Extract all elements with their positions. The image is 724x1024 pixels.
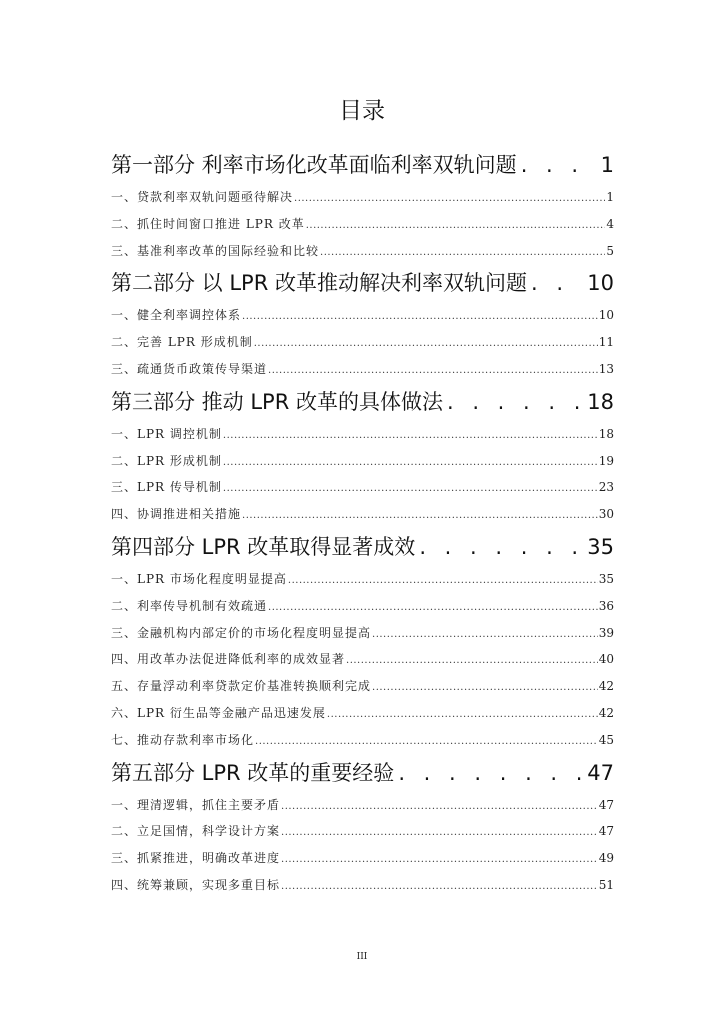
part-page-number: 1 (600, 153, 614, 177)
toc-entry[interactable] (111, 184, 614, 211)
part-title: 第五部分 LPR 改革的重要经验 (111, 760, 395, 785)
part-title: 第一部分 利率市场化改革面临利率双轨问题 (111, 153, 517, 177)
dot-leader (447, 383, 583, 421)
entry-page-number: 11 (598, 335, 614, 350)
dot-leader (254, 331, 598, 358)
dot-leader (294, 186, 605, 213)
entry-title: 一、健全利率调控体系 (111, 308, 242, 323)
dot-leader (281, 847, 598, 874)
dot-leader (346, 648, 598, 675)
entry-page-number: 47 (598, 824, 614, 839)
toc-entry[interactable] (111, 620, 614, 647)
entry-page-number: 40 (598, 652, 614, 667)
entry-title: 二、利率传导机制有效疏通 (111, 598, 268, 613)
entry-title: 一、理清逻辑，抓住主要矛盾 (111, 797, 281, 812)
toc-part-heading[interactable] (111, 383, 614, 421)
toc-part-heading[interactable] (111, 264, 614, 302)
entry-title: 三、金融机构内部定价的市场化程度明显提高 (111, 625, 372, 640)
dot-leader (372, 622, 598, 649)
entry-title: 四、用改革办法促进降低利率的成效显著 (111, 652, 346, 667)
entry-title: 六、LPR 衍生品等金融产品迅速发展 (111, 705, 326, 720)
part-title: 第四部分 LPR 改革取得显著成效 (111, 534, 416, 559)
toc-entry[interactable] (111, 356, 614, 383)
dot-leader (223, 423, 598, 450)
toc-entry[interactable] (111, 329, 614, 356)
toc-entry[interactable] (111, 474, 614, 501)
part-page-number: 35 (587, 534, 614, 559)
entry-page-number: 39 (598, 625, 614, 640)
page-folio: III (356, 952, 368, 962)
dot-leader (223, 476, 598, 503)
entry-page-number: 42 (598, 705, 614, 720)
toc-entry[interactable] (111, 818, 614, 845)
entry-page-number: 4 (606, 216, 614, 231)
toc-entry[interactable] (111, 845, 614, 872)
toc-entry[interactable] (111, 727, 614, 754)
dot-leader (268, 595, 598, 622)
entry-title: 五、存量浮动利率贷款定价基准转换顺利完成 (111, 679, 372, 694)
entry-page-number: 5 (606, 243, 614, 258)
entry-title: 二、完善 LPR 形成机制 (111, 335, 253, 350)
entry-page-number: 51 (598, 877, 614, 892)
toc-part-heading[interactable] (111, 146, 614, 184)
entry-title: 一、LPR 调控机制 (111, 426, 222, 441)
entry-title: 四、协调推进相关措施 (111, 507, 242, 522)
entry-page-number: 35 (598, 571, 614, 586)
part-page-number: 47 (587, 760, 614, 785)
dot-leader (327, 702, 598, 729)
dot-leader (281, 794, 598, 821)
dot-leader (288, 568, 598, 595)
entry-title: 三、基准利率改革的国际经验和比较 (111, 243, 320, 258)
toc-part-heading[interactable] (111, 528, 614, 566)
dot-leader (306, 213, 606, 240)
entry-title: 四、统筹兼顾，实现多重目标 (111, 877, 281, 892)
dot-leader (223, 450, 598, 477)
part-page-number: 10 (587, 271, 614, 296)
toc-entry[interactable] (111, 792, 614, 819)
toc-entry[interactable] (111, 238, 614, 265)
entry-title: 二、抓住时间窗口推进 LPR 改革 (111, 216, 305, 231)
entry-page-number: 18 (598, 426, 614, 441)
page-title: 目录 (339, 98, 385, 124)
dot-leader (531, 264, 583, 302)
entry-title: 二、立足国情，科学设计方案 (111, 824, 281, 839)
dot-leader (521, 146, 597, 184)
entry-page-number: 42 (598, 679, 614, 694)
toc-entry[interactable] (111, 593, 614, 620)
entry-page-number: 10 (598, 308, 614, 323)
toc-entry[interactable] (111, 566, 614, 593)
dot-leader (419, 528, 583, 566)
entry-title: 二、LPR 形成机制 (111, 453, 222, 468)
entry-page-number: 23 (598, 480, 614, 495)
entry-title: 三、LPR 传导机制 (111, 480, 222, 495)
toc-entry[interactable] (111, 700, 614, 727)
dot-leader (281, 874, 598, 901)
toc-entry[interactable] (111, 448, 614, 475)
toc-entry[interactable] (111, 501, 614, 528)
part-title: 第三部分 推动 LPR 改革的具体做法 (111, 389, 443, 414)
toc-entry[interactable] (111, 211, 614, 238)
dot-leader (268, 358, 598, 385)
dot-leader (398, 754, 583, 792)
entry-title: 一、LPR 市场化程度明显提高 (111, 571, 287, 586)
entry-page-number: 36 (598, 598, 614, 613)
entry-title: 一、贷款利率双轨问题亟待解决 (111, 190, 294, 204)
dot-leader (281, 820, 598, 847)
part-title: 第二部分 以 LPR 改革推动解决利率双轨问题 (111, 271, 527, 296)
dot-leader (255, 729, 598, 756)
entry-title: 七、推动存款利率市场化 (111, 732, 255, 747)
entry-page-number: 47 (598, 797, 614, 812)
toc-entry[interactable] (111, 872, 614, 899)
toc-entry[interactable] (111, 302, 614, 329)
entry-page-number: 49 (598, 851, 614, 866)
toc-entry[interactable] (111, 421, 614, 448)
dot-leader (242, 503, 598, 530)
dot-leader (242, 304, 598, 331)
toc-entry[interactable] (111, 673, 614, 700)
entry-page-number: 30 (598, 507, 614, 522)
toc-part-heading[interactable] (111, 754, 614, 792)
toc-entry[interactable] (111, 646, 614, 673)
entry-page-number: 1 (606, 190, 614, 204)
entry-title: 三、疏通货币政策传导渠道 (111, 361, 268, 376)
entry-page-number: 19 (598, 453, 614, 468)
table-of-contents (111, 146, 614, 899)
part-page-number: 18 (587, 389, 614, 414)
entry-title: 三、抓紧推进，明确改革进度 (111, 851, 281, 866)
entry-page-number: 45 (598, 732, 614, 747)
dot-leader (320, 240, 605, 267)
entry-page-number: 13 (598, 361, 614, 376)
dot-leader (372, 675, 598, 702)
